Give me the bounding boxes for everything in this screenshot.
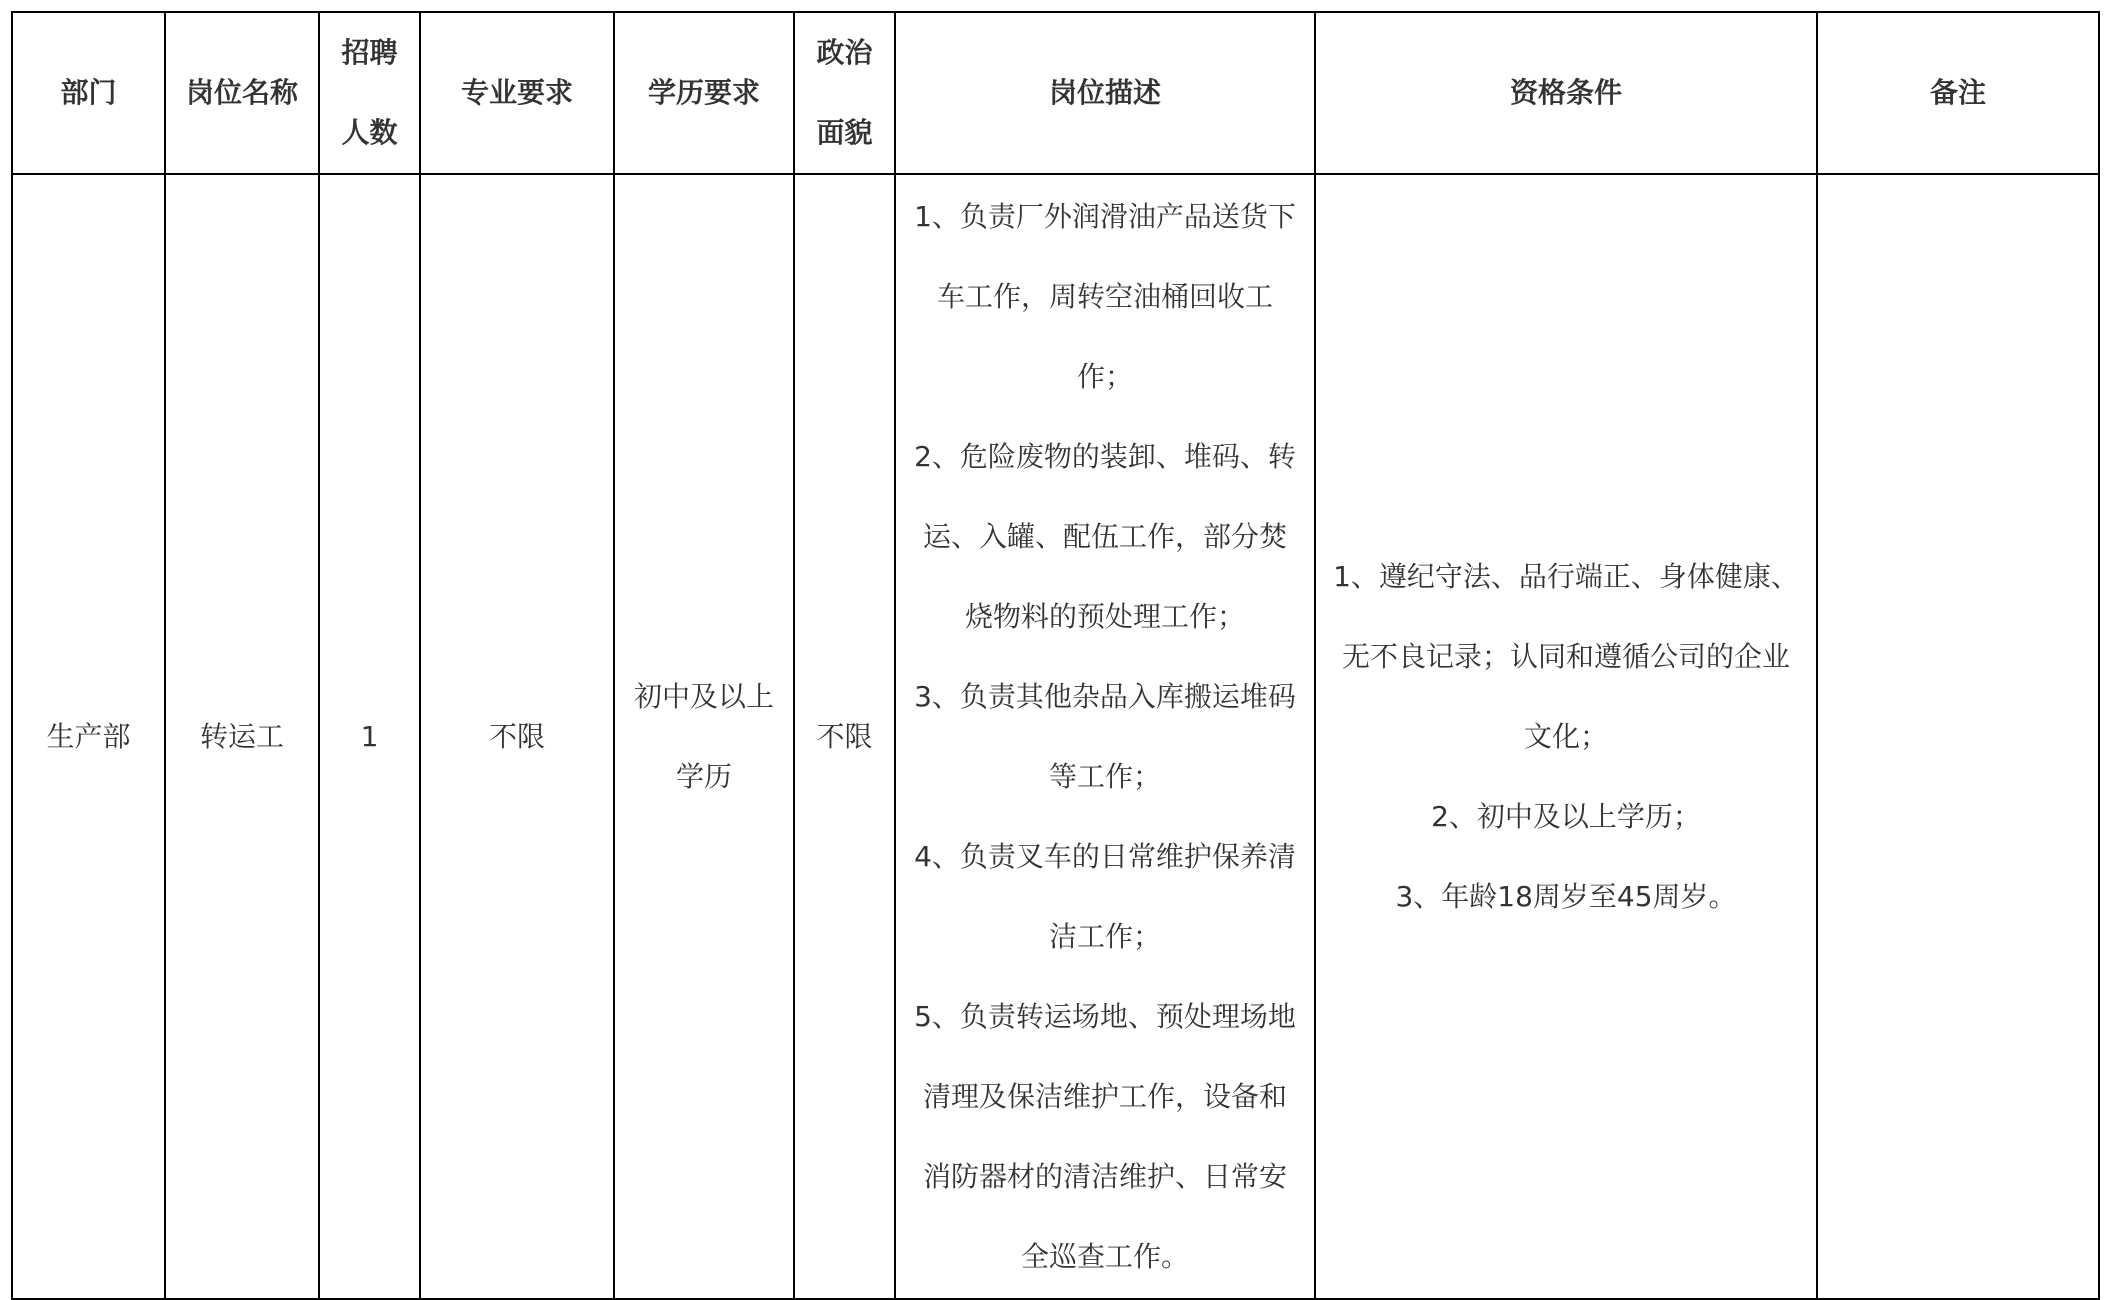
header-position: 岗位名称 (165, 12, 319, 174)
cell-education: 初中及以上学历 (614, 174, 794, 1299)
qualification-item: 3、年龄18周岁至45周岁。 (1395, 879, 1737, 913)
recruitment-table (11, 11, 2100, 1300)
header-political-status: 政治面貌 (794, 12, 895, 174)
cell-description (895, 174, 1315, 1299)
header-row (12, 12, 2099, 174)
header-headcount: 招聘人数 (319, 12, 420, 174)
description-item: 1、负责厂外润滑油产品送货下车工作，周转空油桶回收工作； (914, 199, 1296, 393)
cell-position: 转运工 (165, 174, 319, 1299)
cell-headcount: 1 (319, 174, 420, 1299)
description-item: 4、负责叉车的日常维护保养清洁工作； (914, 839, 1296, 953)
header-major: 专业要求 (420, 12, 614, 174)
description-item: 2、危险废物的装卸、堆码、转运、入罐、配伍工作，部分焚烧物料的预处理工作； (914, 439, 1296, 633)
cell-department: 生产部 (12, 174, 165, 1299)
description-item: 3、负责其他杂品入库搬运堆码等工作； (914, 679, 1296, 793)
header-remarks: 备注 (1817, 12, 2099, 174)
table-row (12, 174, 2099, 1299)
qualification-item: 1、遵纪守法、品行端正、身体健康、无不良记录；认同和遵循公司的企业文化； (1333, 559, 1799, 753)
header-department: 部门 (12, 12, 165, 174)
cell-qualifications (1315, 174, 1817, 1299)
cell-political-status: 不限 (794, 174, 895, 1299)
qualification-item: 2、初中及以上学历； (1431, 799, 1701, 833)
description-item: 5、负责转运场地、预处理场地清理及保洁维护工作，设备和消防器材的清洁维护、日常安全巡查工作。 (914, 999, 1296, 1273)
cell-remarks (1817, 174, 2099, 1299)
header-description: 岗位描述 (895, 12, 1315, 174)
cell-major: 不限 (420, 174, 614, 1299)
header-qualifications: 资格条件 (1315, 12, 1817, 174)
header-education: 学历要求 (614, 12, 794, 174)
